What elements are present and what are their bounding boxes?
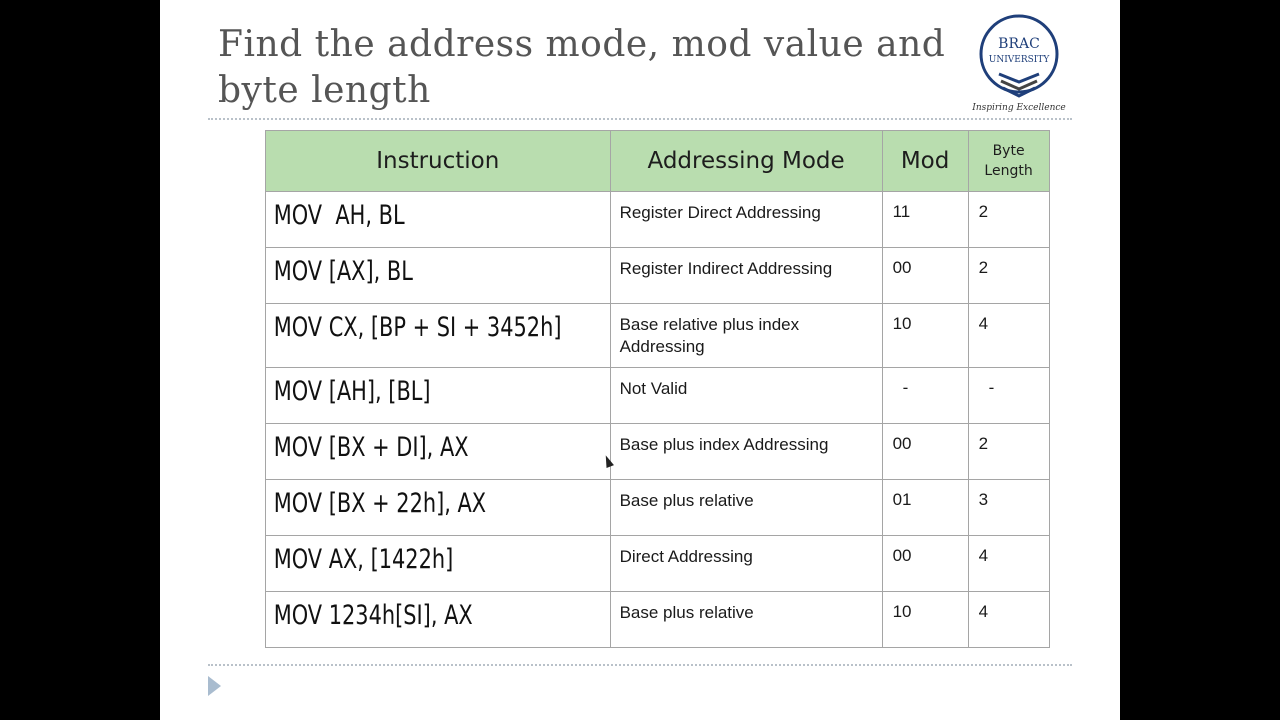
- instruction-cell: MOV AX, [1422h]: [273, 544, 454, 575]
- byte-length-cell: -: [988, 378, 995, 397]
- byte-length-cell: 4: [978, 546, 989, 565]
- mod-cell: 01: [892, 490, 912, 509]
- mode-cell: Direct Addressing: [619, 547, 753, 566]
- table-row: [266, 536, 1050, 592]
- title-divider: [208, 118, 1072, 120]
- logo-tagline: Inspiring Excellence: [972, 103, 1066, 113]
- mode-cell: Not Valid: [619, 379, 688, 398]
- mode-cell: Base plus index Addressing: [619, 435, 829, 454]
- instruction-cell: MOV [AH], [BL]: [273, 376, 431, 407]
- instruction-cell: MOV CX, [BP + SI + 3452h]: [273, 312, 562, 343]
- addressing-mode-table: [265, 130, 1050, 648]
- table-row: [266, 424, 1050, 480]
- table-row: [266, 304, 1050, 368]
- table-row: [266, 192, 1050, 248]
- mode-cell: Base plus relative: [619, 491, 754, 510]
- header-addressing-mode: Addressing Mode: [610, 131, 882, 192]
- footer-divider: [208, 664, 1072, 666]
- instruction-cell: MOV [AX], BL: [273, 256, 413, 287]
- mod-cell: 10: [892, 602, 912, 621]
- instruction-cell: MOV 1234h[SI], AX: [273, 600, 473, 631]
- table-row: [266, 592, 1050, 648]
- table-row: [266, 248, 1050, 304]
- mod-cell: 11: [892, 202, 911, 221]
- brac-university-logo: [963, 12, 1075, 116]
- mode-cell: Register Direct Addressing: [619, 203, 821, 222]
- logo-line1: BRAC: [998, 36, 1040, 52]
- slide-title: Find the address mode, mod value and byte length: [218, 24, 946, 111]
- instruction-cell: MOV AH, BL: [273, 200, 405, 231]
- byte-length-cell: 2: [978, 434, 989, 453]
- slide: [160, 0, 1120, 720]
- byte-length-cell: 2: [978, 258, 989, 277]
- mode-cell: Base plus relative: [619, 603, 754, 622]
- header-instruction: Instruction: [266, 131, 611, 192]
- header-mod: Mod: [882, 131, 968, 192]
- byte-length-cell: 4: [978, 602, 989, 621]
- mode-cell: Register Indirect Addressing: [619, 259, 833, 278]
- mod-cell: 00: [892, 434, 912, 453]
- instruction-cell: MOV [BX + 22h], AX: [273, 488, 487, 519]
- slide-bullet-icon: [208, 676, 221, 696]
- table-header-row: [266, 131, 1050, 192]
- mod-cell: 10: [892, 314, 912, 333]
- mode-cell: Base relative plus index Addressing: [619, 315, 800, 356]
- mod-cell: 00: [892, 546, 912, 565]
- header-byte-length: Byte Length: [968, 131, 1049, 192]
- table-row: [266, 480, 1050, 536]
- table-row: [266, 368, 1050, 424]
- logo-line2: UNIVERSITY: [988, 55, 1050, 65]
- mod-cell: 00: [892, 258, 912, 277]
- mod-cell: -: [902, 378, 909, 397]
- byte-length-cell: 4: [978, 314, 989, 333]
- byte-length-cell: 3: [978, 490, 989, 509]
- byte-length-cell: 2: [978, 202, 989, 221]
- instruction-cell: MOV [BX + DI], AX: [273, 432, 469, 463]
